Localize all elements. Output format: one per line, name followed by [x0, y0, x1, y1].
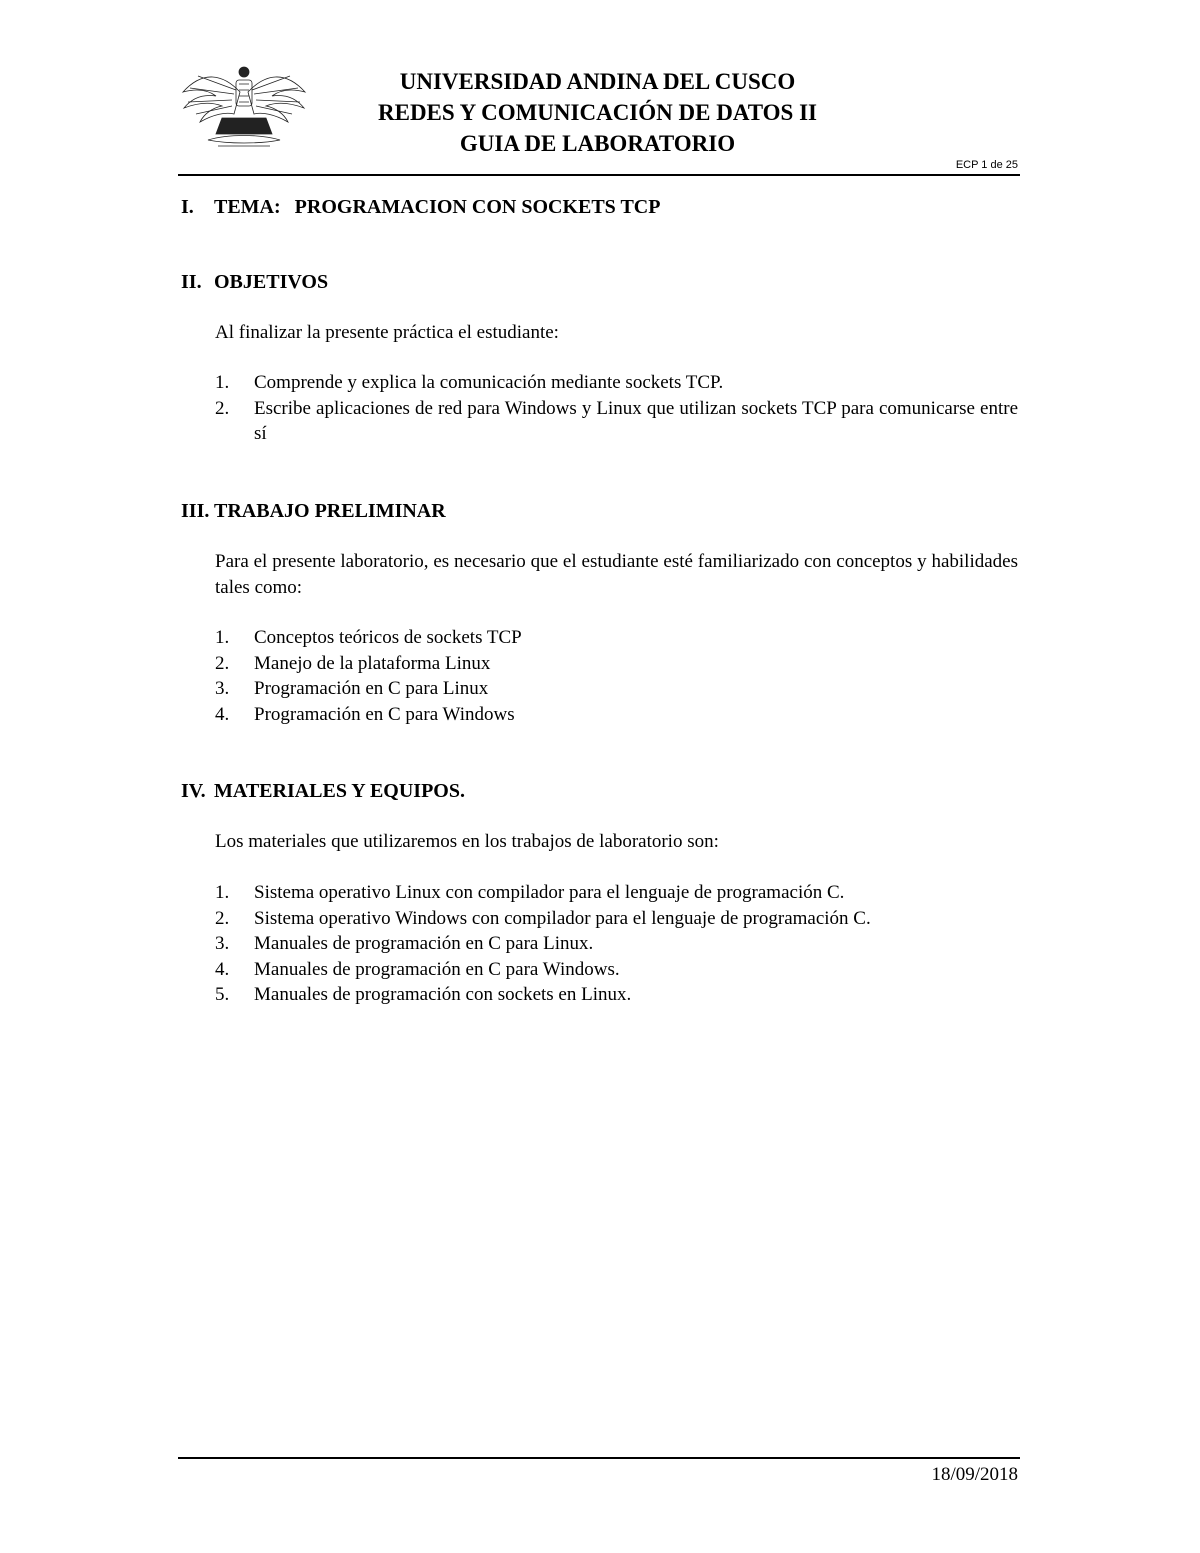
list-item-text: Programación en C para Linux [254, 678, 489, 699]
list-item-text: Comprende y explica la comunicación mediante sockets TCP. [254, 372, 724, 393]
list-item [215, 957, 1018, 983]
document-title [330, 66, 865, 159]
materiales-list [215, 880, 1018, 1008]
list-item [215, 625, 1018, 651]
list-item-text: Escribe aplicaciones de red para Windows y Linux que utilizan sockets TCP para comunicarse entre sí [254, 397, 1018, 444]
section-number: IV. [181, 780, 206, 802]
list-item-number: 3. [215, 678, 230, 699]
list-item [215, 651, 1018, 677]
footer-date: 18/09/2018 [931, 1464, 1018, 1485]
section-title: TRABAJO PRELIMINAR [214, 500, 446, 522]
list-item-number: 2. [215, 397, 230, 419]
section-objetivos-heading [181, 270, 328, 294]
list-item-text: Manejo de la plataforma Linux [254, 652, 491, 674]
section-materiales-heading [181, 779, 465, 803]
list-item-text: Programación en C para Windows [254, 703, 515, 725]
list-item-text: Sistema operativo Linux con compilador para el lenguaje de programación C. [254, 882, 845, 903]
section-topic: PROGRAMACION CON SOCKETS TCP [294, 196, 661, 218]
list-item [215, 931, 1018, 957]
list-item-number: 1. [215, 627, 230, 648]
list-item-number: 1. [215, 372, 230, 393]
list-item-text: Sistema operativo Windows con compilador para el lenguaje de programación C. [254, 907, 871, 929]
section-number: II. [181, 271, 202, 293]
footer-divider [178, 1457, 1020, 1459]
list-item-text: Conceptos teóricos de sockets TCP [254, 627, 522, 648]
section-number: III. [181, 500, 210, 522]
list-item-number: 1. [215, 882, 230, 903]
materiales-intro: Los materiales que utilizaremos en los trabajos de laboratorio son: [215, 831, 719, 852]
header-divider [178, 174, 1020, 176]
section-label: TEMA: [214, 196, 281, 218]
list-item-number: 4. [215, 703, 230, 725]
section-title: OBJETIVOS [214, 271, 329, 293]
list-item [215, 370, 1018, 396]
objetivos-list [215, 370, 1018, 447]
title-line-guide: GUIA DE LABORATORIO [459, 131, 736, 156]
list-item [215, 676, 1018, 702]
list-item [215, 702, 1018, 728]
list-item [215, 906, 1018, 932]
list-item-text: Manuales de programación con sockets en Linux. [254, 984, 632, 1005]
trabajo-intro: Para el presente laboratorio, es necesario que el estudiante esté familiarizado con conceptos y habilidades tales como: [215, 551, 1018, 598]
section-tema-heading [181, 195, 660, 219]
title-line-university: UNIVERSIDAD ANDINA DEL CUSCO [399, 69, 796, 94]
list-item-number: 4. [215, 958, 230, 980]
list-item-number: 2. [215, 907, 230, 929]
list-item [215, 396, 1018, 447]
section-trabajo-heading [181, 499, 446, 523]
objetivos-intro: Al finalizar la presente práctica el estudiante: [215, 322, 559, 343]
list-item-number: 2. [215, 652, 230, 674]
list-item [215, 880, 1018, 906]
page-number: ECP 1 de 25 [955, 159, 1018, 171]
list-item-number: 5. [215, 984, 230, 1005]
trabajo-list [215, 625, 1018, 727]
university-crest-logo [178, 62, 310, 154]
list-item [215, 982, 1018, 1008]
list-item-number: 3. [215, 933, 230, 954]
section-number: I. [181, 196, 194, 218]
list-item-text: Manuales de programación en C para Windows. [254, 958, 620, 980]
list-item-text: Manuales de programación en C para Linux. [254, 933, 594, 954]
title-line-course: REDES Y COMUNICACIÓN DE DATOS II [378, 100, 817, 125]
section-title: MATERIALES Y EQUIPOS. [214, 780, 465, 802]
